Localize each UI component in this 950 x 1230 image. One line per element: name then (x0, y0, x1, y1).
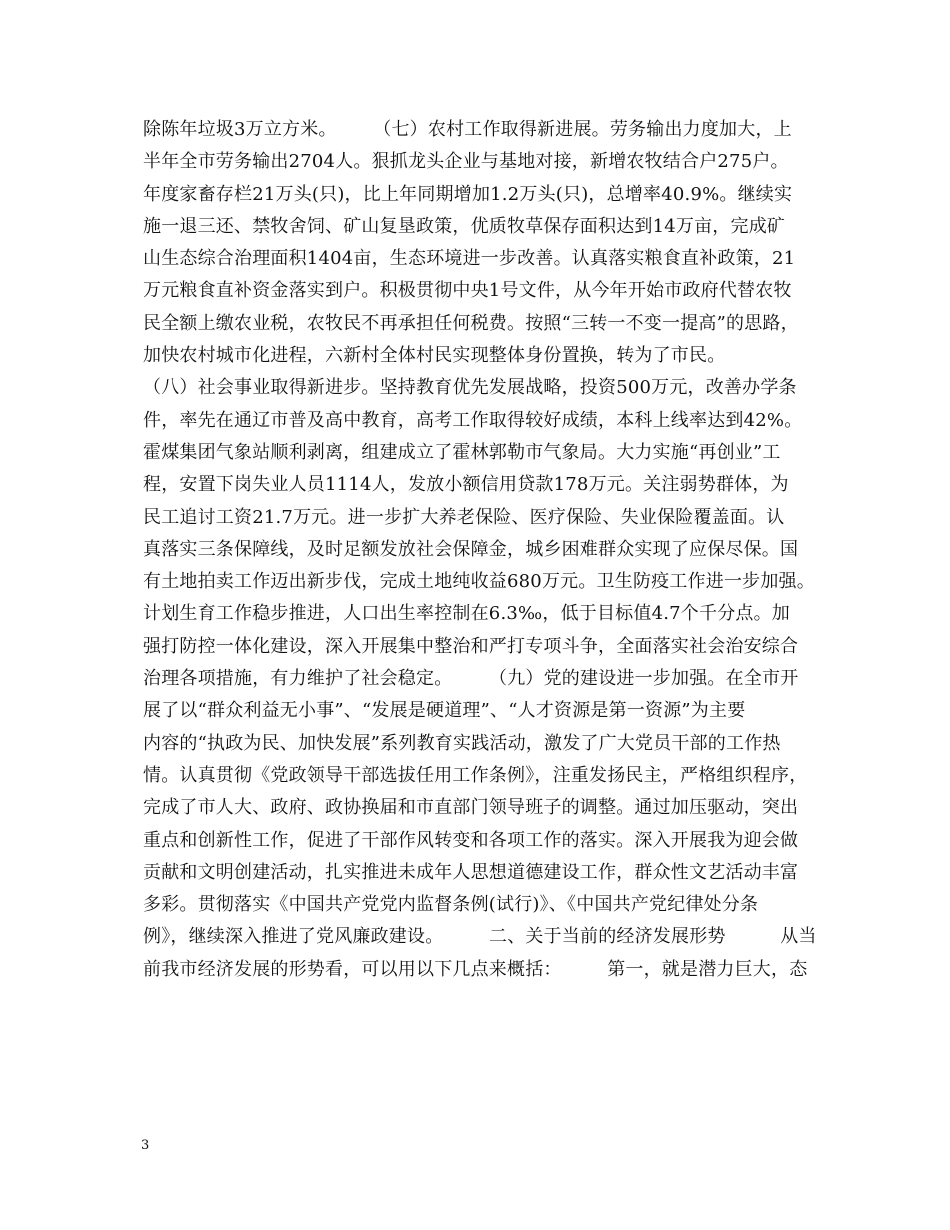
text-line: 强打防控一体化建设，深入开展集中整治和严打专项斗争，全面落实社会治安综合 (143, 635, 799, 657)
text-line: 民全额上缴农业税，农牧民不再承担任何税费。按照“三转一不变一提高”的思路， (143, 312, 799, 334)
text-line: 年度家畜存栏21万头(只)，比上年同期增加1.2万头(只)，总增率40.9%。继续实 (143, 183, 793, 205)
text-line: 加快农村城市化进程，六新村全体村民实现整体身份置换，转为了市民。 (143, 345, 726, 367)
text-line: 多彩。贯彻落实《中国共产党党内监督条例(试行)》、《中国共产党纪律处分条 (143, 894, 759, 916)
text-line: 施一退三还、禁牧舍饲、矿山复垦政策，优质牧草保存面积达到14万亩，完成矿 (143, 215, 786, 237)
body-text (143, 114, 817, 986)
text-line: 山生态综合治理面积1404亩，生态环境进一步改善。认真落实粮食直补政策，21 (143, 248, 796, 270)
text-line: 前我市经济发展的形势看，可以用以下几点来概括： 第一，就是潜力巨大，态 (143, 958, 808, 980)
text-line: 万元粮食直补资金落实到户。积极贯彻中央1号文件，从今年开始市政府代替农牧 (143, 280, 792, 302)
text-line: 重点和创新性工作，促进了干部作风转变和各项工作的落实。深入开展我为迎会做 (143, 829, 799, 851)
text-line: 有土地拍卖工作迈出新步伐，完成土地纯收益680万元。卫生防疫工作进一步加强。 (143, 571, 815, 593)
text-line: 计划生育工作稳步推进，人口出生率控制在6.3‰，低于目标值4.7个千分点。加 (143, 603, 791, 625)
text-line: 完成了市人大、政府、政协换届和市直部门领导班子的调整。通过加压驱动，突出 (143, 797, 799, 819)
text-line: 例》，继续深入推进了党风廉政建设。 二、关于当前的经济发展形势 从当 (143, 926, 817, 948)
text-line: 霍煤集团气象站顺利剥离，组建成立了霍林郭勒市气象局。大力实施“再创业”工 (143, 441, 781, 463)
text-line: 半年全市劳务输出2704人。狠抓龙头企业与基地对接，新增农牧结合户275户。 (143, 151, 789, 173)
text-line: 除陈年垃圾3万立方米。 （七）农村工作取得新进展。劳务输出力度加大，上 (143, 119, 792, 140)
text-line: 贡献和文明创建活动，扎实推进未成年人思想道德建设工作，群众性文艺活动丰富 (143, 861, 799, 883)
text-line: 民工追讨工资21.7万元。进一步扩大养老保险、医疗保险、失业保险覆盖面。认 (143, 506, 785, 528)
text-line: 情。认真贯彻《党政领导干部选拔任用工作条例》，注重发扬民主，严格组织程序， (143, 764, 808, 786)
text-line: 程，安置下岗失业人员1114人，发放小额信用贷款178万元。关注弱势群体，为 (143, 474, 789, 496)
text-line: 件，率先在通辽市普及高中教育，高考工作取得较好成绩，本科上线率达到42%。 (143, 409, 803, 431)
text-line: 真落实三条保障线，及时足额发放社会保障金，城乡困难群众实现了应保尽保。国 (143, 538, 799, 560)
page-number: 3 (141, 1138, 150, 1153)
text-line: （八）社会事业取得新进步。坚持教育优先发展战略，投资500万元，改善办学条 (143, 377, 797, 399)
text-line: 内容的“执政为民、加快发展”系列教育实践活动，激发了广大党员干部的工作热 (143, 732, 781, 754)
text-line: 展了以“群众利益无小事”、“发展是硬道理”、“人才资源是第一资源”为主要 (143, 700, 746, 722)
text-line: 治理各项措施，有力维护了社会稳定。 （九）党的建设进一步加强。在全市开 (143, 668, 799, 690)
